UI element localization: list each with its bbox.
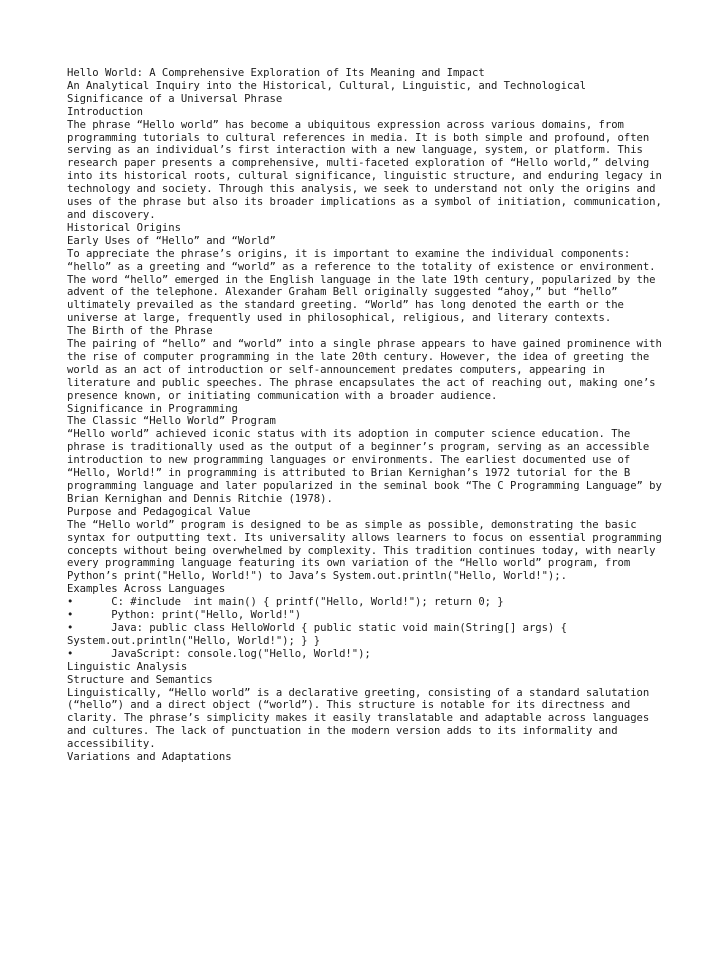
subsection-heading-early-uses: Early Uses of “Hello” and “World”: [67, 234, 276, 247]
list-item: [67, 622, 667, 648]
early-uses-paragraph: To appreciate the phrase’s origins, it is important to examine the individual components: “hello” as a greeting and “world” as a reference to the totality of existence or environment. The word “hello” emerged in the English language in the late 19th century, popularized by the advent of the telephone. Alexander Graham Bell originally suggested “ahoy,” but “hello” ultimately prevailed as the standard greeting. “World” has long denoted the earth or the universe at large, frequently used in philosophical, religious, and literary contexts.: [67, 247, 662, 325]
birth-of-phrase-paragraph: The pairing of “hello” and “world” into a single phrase appears to have gained prominence with the rise of computer programming in the late 20th century. However, the idea of greeting the world as an act of introduction or self-announcement predates computers, appearing in literature and public speeches. The phrase encapsulates the act of reaching out, making one’s presence known, or initiating communication with a broader audience.: [67, 338, 669, 402]
list-item-text: Java: public class HelloWorld { public static void main(String[] args) { System.out.println("Hello, World!"); } }: [67, 621, 574, 647]
section-heading-linguistic-analysis: Linguistic Analysis: [67, 660, 188, 673]
introduction-paragraph: The phrase “Hello world” has become a ubiquitous expression across various domains, from programming tutorials to cultural references in media. It is both simple and profound, often serving as an individual’s first interaction with a new language, system, or platform. This research paper presents a comprehensive, multi-faceted exploration of “Hello world,” delving into its historical roots, cultural significance, linguistic structure, and enduring legacy in technology and society. Through this analysis, we seek to understand not only the origins and uses of the phrase but also its broader implications as a symbol of initiation, communication, and discovery.: [67, 118, 669, 221]
list-item: [67, 609, 667, 622]
list-item: [67, 596, 667, 609]
subsection-heading-variations: Variations and Adaptations: [67, 751, 232, 764]
section-heading-historical-origins: Historical Origins: [67, 221, 181, 234]
subsection-heading-purpose: Purpose and Pedagogical Value: [67, 505, 251, 518]
subsection-heading-birth-of-phrase: The Birth of the Phrase: [67, 325, 213, 338]
bullet-marker: •: [67, 647, 74, 660]
classic-program-paragraph: “Hello world” achieved iconic status with its adoption in computer science education. The phrase is traditionally used as the output of a beginner’s program, serving as an accessible introduction to new programming languages or environments. The earliest documented use of “Hello, World!” in programming is attributed to Brian Kernighan’s 1972 tutorial for the B programming language and later popularized in the seminal book “The C Programming Language” by Brian Kernighan and Dennis Ritchie (1978).: [67, 428, 669, 505]
document-subtitle: An Analytical Inquiry into the Historical, Cultural, Linguistic, and Technological Significance of a Universal Phrase: [67, 79, 593, 105]
structure-paragraph: Linguistically, “Hello world” is a declarative greeting, consisting of a standard salutation (“hello”) and a direct object (“world”). This structure is notable for its directness and clarity. The phrase’s simplicity makes it easily translatable and adaptable across languages and cultures. The lack of punctuation in the modern version adds to its informality and accessibility.: [67, 686, 656, 751]
list-item-text: Python: print("Hello, World!"): [111, 609, 302, 622]
subsection-heading-structure: Structure and Semantics: [67, 673, 213, 686]
section-heading-significance-in-programming: Significance in Programming: [67, 402, 238, 415]
list-item-text: JavaScript: console.log("Hello, World!");: [111, 647, 371, 660]
bullet-marker: •: [67, 609, 74, 622]
list-item-text: C: #include int main() { printf("Hello, World!"); return 0; }: [111, 596, 504, 609]
subsection-heading-classic-program: The Classic “Hello World” Program: [67, 415, 276, 428]
purpose-paragraph: The “Hello world” program is designed to be as simple as possible, demonstrating the basic syntax for outputting text. Its universality allows learners to focus on essential programming concepts without being overwhelmed by complexity. This tradition continues today, with nearly every programming language featuring its own variation of the “Hello world” program, from Python’s print("Hello, World!") to Java’s System.out.println("Hello, World!");.: [67, 518, 669, 583]
bullet-marker: •: [67, 621, 74, 634]
document-page: [67, 67, 667, 764]
bullet-marker: •: [67, 596, 74, 609]
document-title: Hello World: A Comprehensive Exploration of Its Meaning and Impact: [67, 67, 485, 79]
subsection-heading-examples: Examples Across Languages: [67, 583, 226, 596]
section-heading-introduction: Introduction: [67, 105, 143, 118]
list-item: [67, 648, 667, 661]
